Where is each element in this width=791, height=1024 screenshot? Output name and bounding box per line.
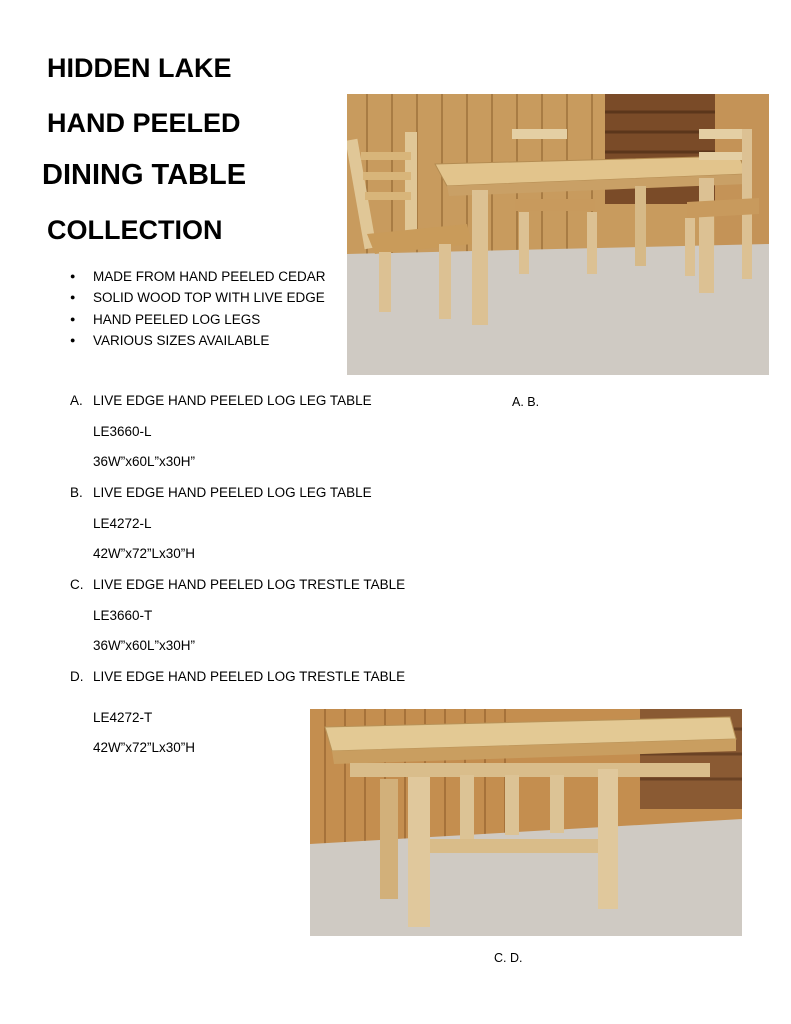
product-sku: LE3660-T (93, 608, 153, 623)
product-sku: LE3660-L (93, 424, 152, 439)
photo-caption-cd: C. D. (494, 951, 523, 965)
trestle-table-photo (310, 709, 742, 936)
product-title: B. LIVE EDGE HAND PEELED LOG LEG TABLE (70, 485, 372, 500)
feature-list (70, 266, 326, 351)
feature-item: ● MADE FROM HAND PEELED CEDAR (70, 266, 326, 287)
product-sku: LE4272-T (93, 710, 153, 725)
title-line-hand-peeled: HAND PEELED (47, 108, 241, 138)
photo-caption-ab: A. B. (512, 395, 540, 409)
title-line-collection: COLLECTION (47, 215, 223, 245)
feature-item: ● HAND PEELED LOG LEGS (70, 309, 326, 330)
product-title: A. LIVE EDGE HAND PEELED LOG LEG TABLE (70, 393, 372, 408)
product-size: 42W”x72”Lx30”H (93, 740, 196, 755)
feature-item: ● SOLID WOOD TOP WITH LIVE EDGE (70, 287, 326, 308)
dining-set-photo (347, 94, 769, 375)
title-line-hidden-lake: HIDDEN LAKE (47, 53, 232, 83)
title-line-dining-table: DINING TABLE (42, 159, 247, 191)
product-size: 36W”x60L”x30H” (93, 638, 196, 653)
feature-item: ● VARIOUS SIZES AVAILABLE (70, 330, 326, 351)
product-sku: LE4272-L (93, 516, 152, 531)
product-title: C. LIVE EDGE HAND PEELED LOG TRESTLE TABLE (70, 577, 406, 592)
product-title: D. LIVE EDGE HAND PEELED LOG TRESTLE TABLE (70, 669, 406, 684)
product-size: 42W”x72”Lx30”H (93, 546, 196, 561)
product-size: 36W”x60L”x30H” (93, 454, 196, 469)
